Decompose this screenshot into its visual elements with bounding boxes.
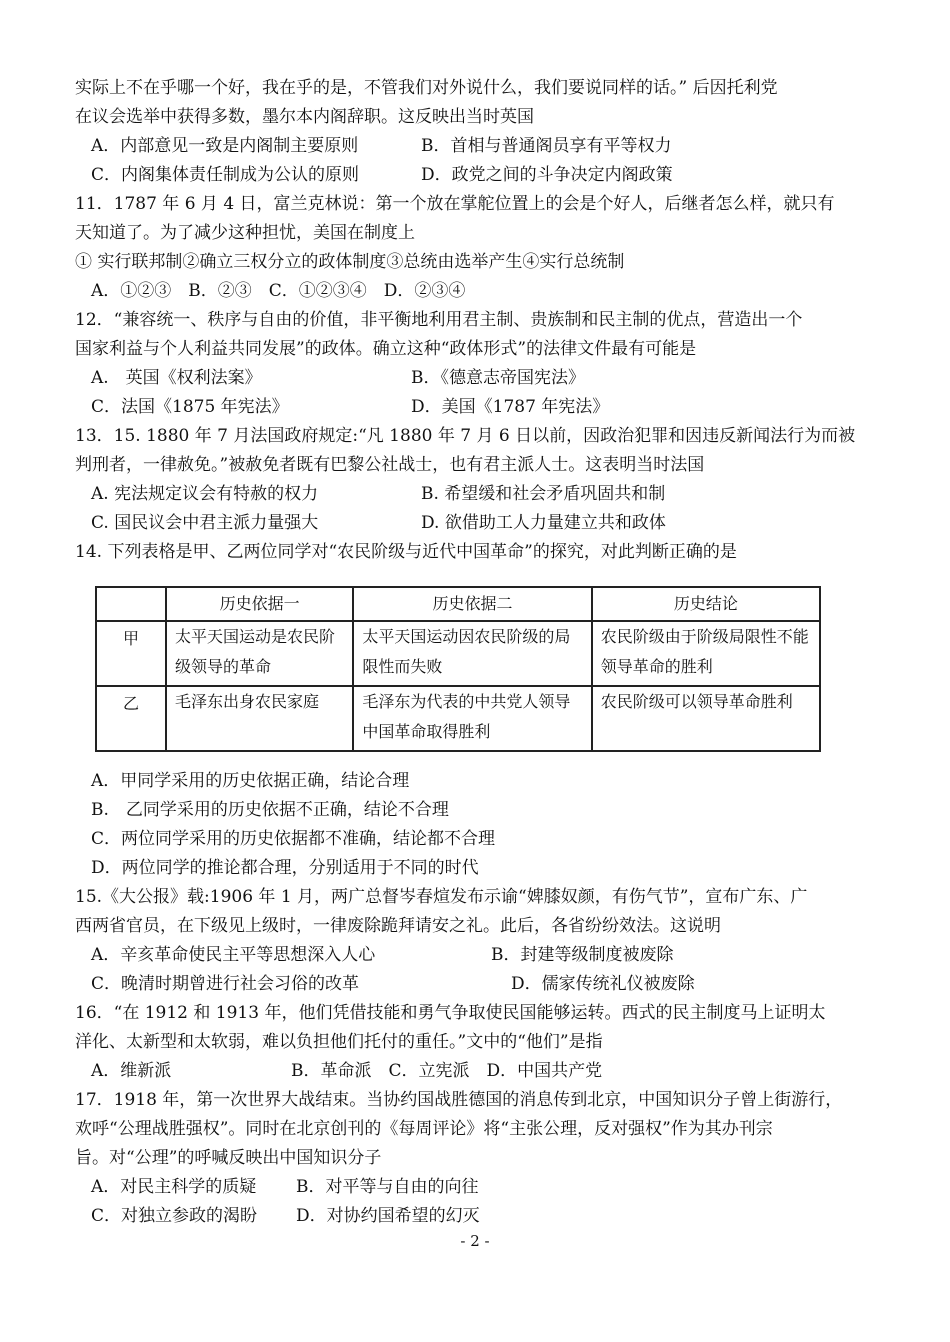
question-stem: 国家利益与个人利益共同发展”的政体。确立这种“政体形式”的法律文件最有可能是 — [75, 339, 697, 359]
table-cell: 农民阶级可以领导革命胜利 — [592, 686, 820, 751]
row-label: 甲 — [96, 621, 166, 686]
option-rest: B．革命派 C．立宪派 D．中国共产党 — [291, 1061, 603, 1081]
table-header-cell: 历史依据一 — [166, 587, 353, 621]
table-cell: 太平天国运动是农民阶级领导的革命 — [166, 621, 353, 686]
option-row — [75, 364, 885, 393]
option-row — [75, 132, 885, 161]
history-table — [95, 586, 821, 752]
option-a: A. 宪法规定议会有特赦的权力 — [91, 484, 319, 504]
table-cell: 农民阶级由于阶级局限性不能领导革命的胜利 — [592, 621, 820, 686]
option-c: C．对独立参政的渴盼 — [91, 1206, 258, 1226]
exam-page-lower — [75, 767, 885, 1231]
option-row — [75, 509, 885, 538]
option-d: D．儒家传统礼仪被废除 — [511, 974, 695, 994]
option-c: C．内阁集体责任制成为公认的原则 — [91, 165, 360, 185]
option-row — [75, 480, 885, 509]
option-a: A．辛亥革命使民主平等思想深入人心 — [91, 945, 376, 965]
option-row — [75, 970, 885, 999]
option-d: D. 欲借助工人力量建立共和政体 — [421, 513, 666, 533]
option-d: D．美国《1787 年宪法》 — [411, 397, 610, 417]
option-d: D．政党之间的斗争决定内阁政策 — [421, 165, 673, 185]
question-stem: 西两省官员，在下级见上级时，一律废除跪拜请安之礼。此后，各省纷纷效法。这说明 — [75, 916, 721, 936]
option-row — [75, 941, 885, 970]
option-row — [75, 1057, 885, 1086]
option-row — [75, 161, 885, 190]
option-row — [75, 1173, 885, 1202]
question-stem: 11．1787 年 6 月 4 日，富兰克林说：第一个放在掌舵位置上的会是个好人，后继者怎么样，就只有 — [75, 194, 835, 214]
paragraph-line: 实际上不在乎哪一个好，我在乎的是，不管我们对外说什么，我们要说同样的话。” 后因托利党 — [75, 78, 778, 98]
option-a: A．维新派 — [91, 1061, 172, 1081]
option-a: A．内部意见一致是内阁制主要原则 — [91, 136, 359, 156]
question-stem: 12．“兼容统一、秩序与自由的价值，非平衡地利用君主制、贵族制和民主制的优点，营造出一个 — [75, 310, 803, 330]
option-b: B．《德意志帝国宪法》 — [411, 368, 585, 388]
row-label: 乙 — [96, 686, 166, 751]
table-header-cell: 历史依据二 — [353, 587, 591, 621]
page-number: - 2 - — [460, 1232, 490, 1250]
option-b: B．对平等与自由的向往 — [296, 1177, 479, 1197]
option-a: A．甲同学采用的历史依据正确，结论合理 — [91, 771, 410, 791]
table-header-cell: 历史结论 — [592, 587, 820, 621]
table-header-row — [96, 587, 820, 621]
option-c: C．两位同学采用的历史依据都不准确，结论都不合理 — [91, 829, 496, 849]
option-c: C. 国民议会中君主派力量强大 — [91, 513, 319, 533]
option-a: A．对民主科学的质疑 — [91, 1177, 257, 1197]
table-header-cell — [96, 587, 166, 621]
table-cell: 毛泽东出身农民家庭 — [166, 686, 353, 751]
question-items: ① 实行联邦制②确立三权分立的政体制度③总统由选举产生④实行总统制 — [75, 252, 625, 272]
question-stem: 旨。对“公理”的呼喊反映出中国知识分子 — [75, 1148, 382, 1168]
question-stem: 判刑者，一律赦免。”被赦免者既有巴黎公社战士，也有君主派人士。这表明当时法国 — [75, 455, 705, 475]
option-b: B．封建等级制度被废除 — [491, 945, 674, 965]
table-row — [96, 621, 820, 686]
table-row — [96, 686, 820, 751]
option-d: D．两位同学的推论都合理，分别适用于不同的时代 — [91, 858, 479, 878]
question-stem: 15.《大公报》载:1906 年 1 月，两广总督岑春煊发布示谕“婢膝奴颜，有伤气节”，宣布广东、广 — [75, 887, 808, 907]
option-c: C．晚清时期曾进行社会习俗的改革 — [91, 974, 360, 994]
exam-page — [75, 74, 885, 567]
option-b: B. 乙同学采用的历史依据不正确，结论不合理 — [91, 800, 449, 820]
table-cell: 太平天国运动因农民阶级的局限性而失败 — [353, 621, 591, 686]
option-c: C．法国《1875 年宪法》 — [91, 397, 289, 417]
question-stem: 欢呼“公理战胜强权”。同时在北京创刊的《每周评论》将“主张公理，反对强权”作为其办刊宗 — [75, 1119, 773, 1139]
question-stem: 洋化、太新型和太软弱，难以负担他们托付的重任。”文中的“他们”是指 — [75, 1032, 603, 1052]
question-stem: 天知道了。为了减少这种担忧，美国在制度上 — [75, 223, 415, 243]
option-b: B. 希望缓和社会矛盾巩固共和制 — [421, 484, 666, 504]
paragraph-line: 在议会选举中获得多数，墨尔本内阁辞职。这反映出当时英国 — [75, 107, 534, 127]
question-stem: 17．1918 年，第一次世界大战结束。当协约国战胜德国的消息传到北京，中国知识分子曾上街游行， — [75, 1090, 843, 1110]
question-stem: 13．15. 1880 年 7 月法国政府规定:“凡 1880 年 7 月 6 日以前，因政治犯罪和因违反新闻法行为而被 — [75, 426, 856, 446]
table-cell: 毛泽东为代表的中共党人领导中国革命取得胜利 — [353, 686, 591, 751]
option-d: D．对协约国希望的幻灭 — [296, 1206, 480, 1226]
option-row: A．①②③ B．②③ C．①②③④ D．②③④ — [91, 281, 466, 301]
question-stem: 14. 下列表格是甲、乙两位同学对“农民阶级与近代中国革命”的探究，对此判断正确的是 — [75, 542, 737, 562]
question-stem: 16．“在 1912 和 1913 年，他们凭借技能和勇气争取使民国能够运转。西式的民主制度马上证明太 — [75, 1003, 826, 1023]
option-row — [75, 1202, 885, 1231]
option-a: A. 英国《权利法案》 — [91, 368, 262, 388]
option-b: B．首相与普通阁员享有平等权力 — [421, 136, 672, 156]
option-row — [75, 393, 885, 422]
